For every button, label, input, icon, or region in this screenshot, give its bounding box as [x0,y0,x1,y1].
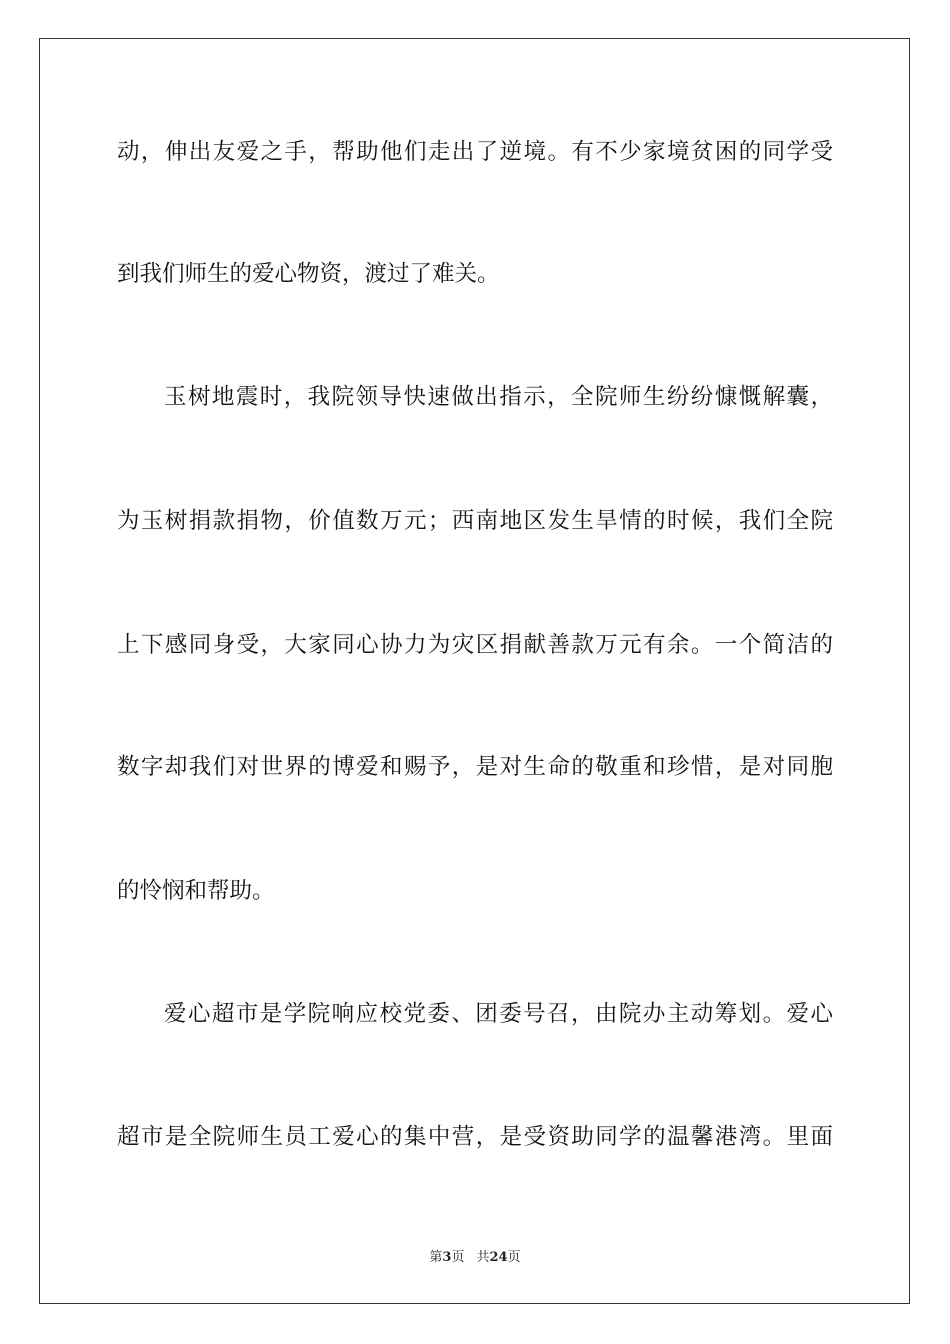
paragraph-line: 动，伸出友爱之手，帮助他们走出了逆境。有不少家境贫困的同学受 [117,139,833,165]
page-suffix: 页 [451,1250,465,1265]
total-pages: 24 [489,1250,508,1265]
page-number: 3 [442,1250,452,1265]
paragraph-line: 到我们师生的爱心物资，渡过了难关。 [117,261,500,287]
page-border [39,38,910,1304]
paragraph-line: 玉树地震时，我院领导快速做出指示，全院师生纷纷慷慨解囊， [164,384,833,410]
paragraph-line: 数字却我们对世界的博爱和赐予，是对生命的敬重和珍惜，是对同胞 [117,754,833,780]
paragraph-line: 超市是全院师生员工爱心的集中营，是受资助同学的温馨港湾。里面 [117,1124,833,1150]
page-prefix: 第 [429,1250,443,1265]
total-prefix: 共 [476,1250,490,1265]
page-footer [0,1249,950,1267]
paragraph-line: 的怜悯和帮助。 [117,878,275,904]
paragraph-line: 爱心超市是学院响应校党委、团委号召，由院办主动筹划。爱心 [164,1001,833,1027]
paragraph-line: 为玉树捐款捐物，价值数万元；西南地区发生旱情的时候，我们全院 [117,508,833,534]
paragraph-line: 上下感同身受，大家同心协力为灾区捐献善款万元有余。一个简洁的 [117,632,833,658]
total-suffix: 页 [507,1250,521,1265]
